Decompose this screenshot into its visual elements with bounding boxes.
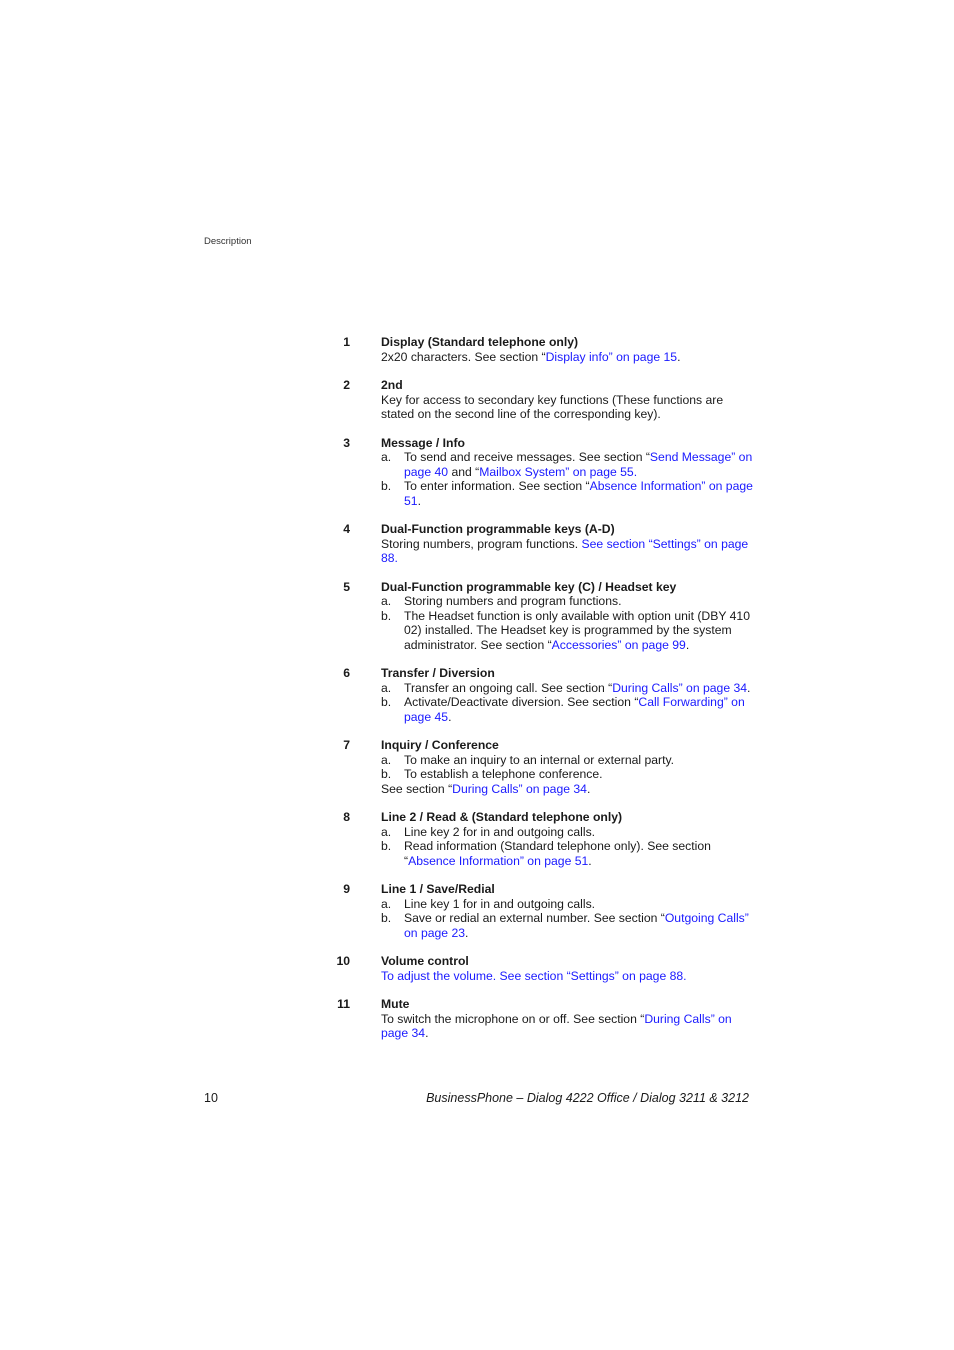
display-info-link[interactable]: Display info” on page 15 — [545, 349, 678, 364]
item-number: 1 — [343, 335, 350, 349]
sub-item: a. Line key 2 for in and outgoing calls. — [381, 824, 596, 839]
item-number: 9 — [343, 882, 350, 896]
list-item — [334, 378, 754, 422]
item-number: 2 — [343, 378, 350, 392]
outgoing-calls-link[interactable]: Outgoing Calls” on page 23 — [404, 911, 749, 940]
send-message-link[interactable]: Send Message” on page 40 — [404, 450, 753, 479]
sub-item: b. To enter information. See section “Absence Information” on page 51. — [381, 479, 753, 508]
item-number: 11 — [337, 997, 350, 1011]
list-item — [334, 954, 754, 983]
sub-item: b. Save or redial an external number. See section “Outgoing Calls” on page 23. — [381, 911, 749, 940]
page-number: 10 — [204, 1091, 218, 1105]
item-title: Message / Info — [381, 435, 465, 450]
item-title: Volume control — [381, 954, 469, 968]
during-calls-link[interactable]: During Calls” on page 34 — [381, 1011, 732, 1040]
running-header: Description — [204, 236, 252, 247]
item-title: 2nd — [381, 378, 403, 392]
list-item — [334, 522, 754, 566]
item-body: See section “During Calls” on page 34. — [381, 781, 591, 796]
item-number: 5 — [343, 579, 350, 594]
item-body — [381, 969, 754, 984]
sub-item: a. To make an inquiry to an internal or external party. — [381, 752, 675, 767]
item-title: Dual-Function programmable keys (A-D) — [381, 522, 615, 536]
sub-item: b. Activate/Deactivate diversion. See section “Call Forwarding” on page 45. — [381, 695, 745, 724]
absence-information-link[interactable]: Absence Information” on page 51 — [404, 479, 753, 508]
item-title: Line 1 / Save/Redial — [381, 882, 495, 896]
item-body: Storing numbers, program functions. See section “Settings” on page 88. — [381, 536, 749, 565]
accessories-link[interactable]: Accessories” on page 99 — [551, 637, 686, 652]
item-number: 4 — [343, 522, 350, 536]
key-description-list — [334, 335, 754, 1055]
list-item — [334, 738, 754, 796]
item-body: 2x20 characters. See section “Display info” on page 15. — [381, 349, 681, 364]
list-item — [334, 810, 754, 868]
during-calls-link[interactable]: During Calls” on page 34 — [612, 680, 748, 695]
list-item — [334, 335, 754, 364]
item-title: Transfer / Diversion — [381, 666, 495, 680]
sub-item: b. The Headset function is only available with option unit (DBY 410 02) installed. The Headset key is programmed by the system administrator. See section “Accessories” on page 99. — [381, 608, 750, 652]
item-body: Key for access to secondary key functions (These functions are stated on the second line of the corresponding key). — [381, 392, 724, 421]
list-item — [334, 580, 754, 653]
sub-item: a. Transfer an ongoing call. See section “During Calls” on page 34. — [381, 680, 751, 695]
list-item — [334, 882, 754, 940]
settings-link[interactable]: See section “Settings” on page 88. — [381, 536, 749, 565]
item-title: Display (Standard telephone only) — [381, 335, 579, 349]
list-item — [334, 666, 754, 724]
call-forwarding-link[interactable]: Call Forwarding” on page 45 — [404, 695, 745, 724]
sub-item: b. To establish a telephone conference. — [381, 767, 603, 781]
item-body: To switch the microphone on or off. See section “During Calls” on page 34. — [381, 1011, 732, 1040]
sub-item: a. Storing numbers and program functions. — [381, 594, 622, 608]
sub-item: b. Read information (Standard telephone only). See section “Absence Information” on page 51. — [381, 839, 711, 868]
item-title: Inquiry / Conference — [381, 738, 499, 752]
item-number: 8 — [343, 810, 350, 824]
item-title: Dual-Function programmable key (C) / Headset key — [381, 579, 677, 594]
item-title: Mute — [381, 997, 410, 1011]
item-number: 7 — [343, 738, 350, 752]
item-number: 3 — [343, 435, 350, 450]
settings-link[interactable]: To adjust the volume. See section “Settings” on page 88. — [381, 968, 687, 983]
item-number: 6 — [343, 666, 350, 680]
footer-title: BusinessPhone – Dialog 4222 Office / Dialog 3211 & 3212 — [426, 1091, 749, 1105]
item-title: Line 2 / Read & (Standard telephone only) — [381, 810, 623, 824]
list-item — [334, 436, 754, 509]
sub-item: a. Line key 1 for in and outgoing calls. — [381, 896, 596, 911]
sub-item: a. To send and receive messages. See section “Send Message” on page 40 and “Mailbox System” on page 55. — [381, 450, 753, 479]
during-calls-link[interactable]: During Calls” on page 34 — [452, 781, 587, 796]
item-number: 10 — [336, 954, 350, 968]
mailbox-system-link[interactable]: Mailbox System” on page 55. — [479, 464, 638, 479]
list-item — [334, 997, 754, 1041]
absence-information-link[interactable]: Absence Information” on page 51 — [408, 853, 589, 868]
